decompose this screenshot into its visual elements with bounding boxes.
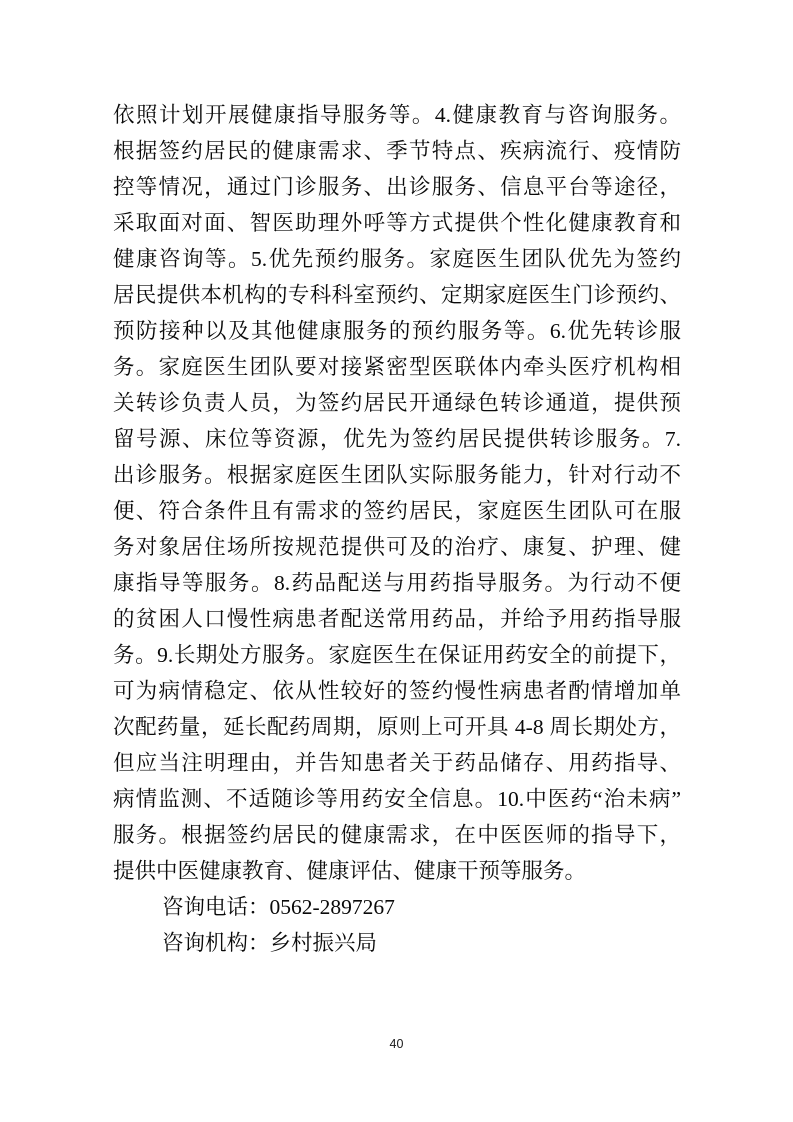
- body-text-line: 便、符合条件且有需求的签约居民，家庭医生团队可在服: [113, 499, 681, 523]
- body-text-block: [113, 97, 681, 961]
- body-text-line: 可为病情稳定、依从性较好的签约慢性病患者酌情增加单: [113, 679, 681, 703]
- body-text-line: 采取面对面、智医助理外呼等方式提供个性化健康教育和: [113, 211, 681, 235]
- body-text-line: 病情监测、不适随诊等用药安全信息。10.中医药“治未病”: [113, 787, 681, 811]
- body-text-line: 服务。根据签约居民的健康需求，在中医医师的指导下，: [113, 823, 681, 847]
- body-text-line: 次配药量，延长配药周期，原则上可开具 4-8 周长期处方，: [113, 715, 681, 739]
- body-text-line: 康指导等服务。8.药品配送与用药指导服务。为行动不便: [113, 571, 681, 595]
- body-text-line: 务对象居住场所按规范提供可及的治疗、康复、护理、健: [113, 535, 681, 559]
- body-text-line: 健康咨询等。5.优先预约服务。家庭医生团队优先为签约: [113, 247, 681, 271]
- contact-phone-line: 咨询电话：0562-2897267: [162, 895, 395, 919]
- body-text-line: 根据签约居民的健康需求、季节特点、疾病流行、疫情防: [113, 139, 681, 163]
- body-text-line: 务。9.长期处方服务。家庭医生在保证用药安全的前提下，: [113, 643, 681, 667]
- body-text-line: 依照计划开展健康指导服务等。4.健康教育与咨询服务。: [113, 103, 681, 127]
- body-text-line: 提供中医健康教育、健康评估、健康干预等服务。: [113, 859, 587, 883]
- body-text-line: 关转诊负责人员，为签约居民开通绿色转诊通道，提供预: [113, 391, 681, 415]
- contact-org-line: 咨询机构：乡村振兴局: [162, 931, 378, 955]
- body-text-line: 预防接种以及其他健康服务的预约服务等。6.优先转诊服: [113, 319, 681, 343]
- body-text-line: 控等情况，通过门诊服务、出诊服务、信息平台等途径，: [113, 175, 681, 199]
- body-text-line: 务。家庭医生团队要对接紧密型医联体内牵头医疗机构相: [113, 355, 681, 379]
- body-text-line: 但应当注明理由，并告知患者关于药品储存、用药指导、: [113, 751, 681, 775]
- page-number: 40: [389, 1037, 404, 1051]
- body-text-line: 居民提供本机构的专科科室预约、定期家庭医生门诊预约、: [113, 283, 681, 307]
- body-text-line: 出诊服务。根据家庭医生团队实际服务能力，针对行动不: [113, 463, 681, 487]
- body-text-line: 的贫困人口慢性病患者配送常用药品，并给予用药指导服: [113, 607, 681, 631]
- body-text-line: 留号源、床位等资源，优先为签约居民提供转诊服务。7.: [113, 427, 681, 451]
